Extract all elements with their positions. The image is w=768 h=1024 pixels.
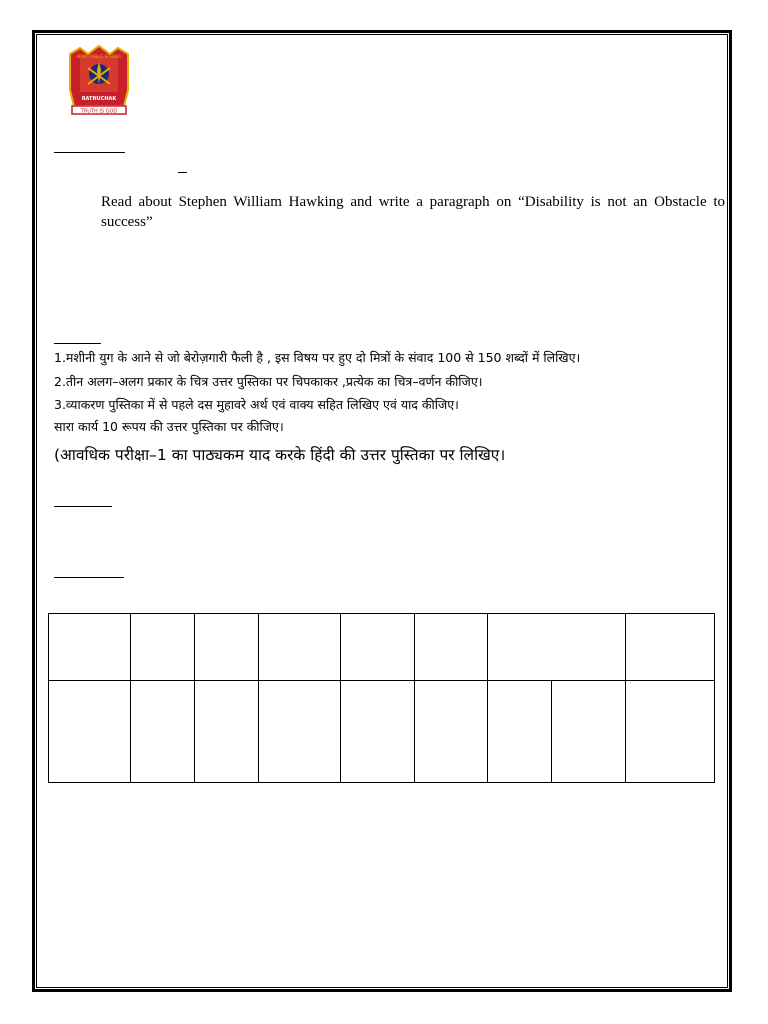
hindi-task-2: 2.तीन अलग–अलग प्रकार के चित्र उत्तर पुस्तिका पर चिपकाकर ,प्रत्येक का चित्र–वर्णन कीजिए। xyxy=(54,374,483,389)
table-cell xyxy=(626,614,715,681)
table-cell xyxy=(195,681,259,783)
heading-underline-1 xyxy=(54,152,125,153)
crest-school-name: ARMY PUBLIC SCHOOL xyxy=(76,54,122,59)
empty-marks-table xyxy=(48,613,715,783)
hindi-note: (आवधिक परीक्षा–1 का पाठ्यकम याद करके हिंदी की उत्तर पुस्तिका पर लिखिए। xyxy=(54,446,506,464)
table-cell xyxy=(49,614,131,681)
school-crest-logo xyxy=(66,44,132,116)
crest-place: RATNUCHAK xyxy=(81,96,117,102)
table-row xyxy=(49,614,715,681)
table-cell xyxy=(131,681,195,783)
table-row xyxy=(49,681,715,783)
dash-mark xyxy=(178,172,187,173)
page-border-inner xyxy=(36,34,728,988)
hindi-task-4: सारा कार्य 10 रूपय की उत्तर पुस्तिका पर कीजिए। xyxy=(54,419,284,434)
table-cell xyxy=(415,614,488,681)
heading-underline-4 xyxy=(54,577,124,578)
table-cell xyxy=(259,681,341,783)
table-cell xyxy=(259,614,341,681)
english-task-text: Read about Stephen William Hawking and write a paragraph on “Disability is not an Obstacle to success” xyxy=(101,194,725,230)
table-cell xyxy=(49,681,131,783)
table-cell xyxy=(488,614,626,681)
heading-underline-2 xyxy=(54,343,101,344)
hindi-task-3: 3.व्याकरण पुस्तिका में से पहले दस मुहावरे अर्थ एवं वाक्य सहित लिखिए एवं याद कीजिए। xyxy=(54,397,459,412)
table-cell xyxy=(488,681,552,783)
hindi-task-1: 1.मशीनी युग के आने से जो बेरोज़गारी फैली है , इस विषय पर हुए दो मित्रों के संवाद 100 से 150 शब्दों में लिखिए। xyxy=(54,350,581,365)
table-cell xyxy=(195,614,259,681)
table-cell xyxy=(341,681,415,783)
table-cell xyxy=(552,681,626,783)
table-cell xyxy=(341,614,415,681)
heading-underline-3 xyxy=(54,506,112,507)
table-cell xyxy=(415,681,488,783)
table-cell xyxy=(626,681,715,783)
crest-motto: TRUTH IS GOD xyxy=(80,108,118,115)
table-cell xyxy=(131,614,195,681)
